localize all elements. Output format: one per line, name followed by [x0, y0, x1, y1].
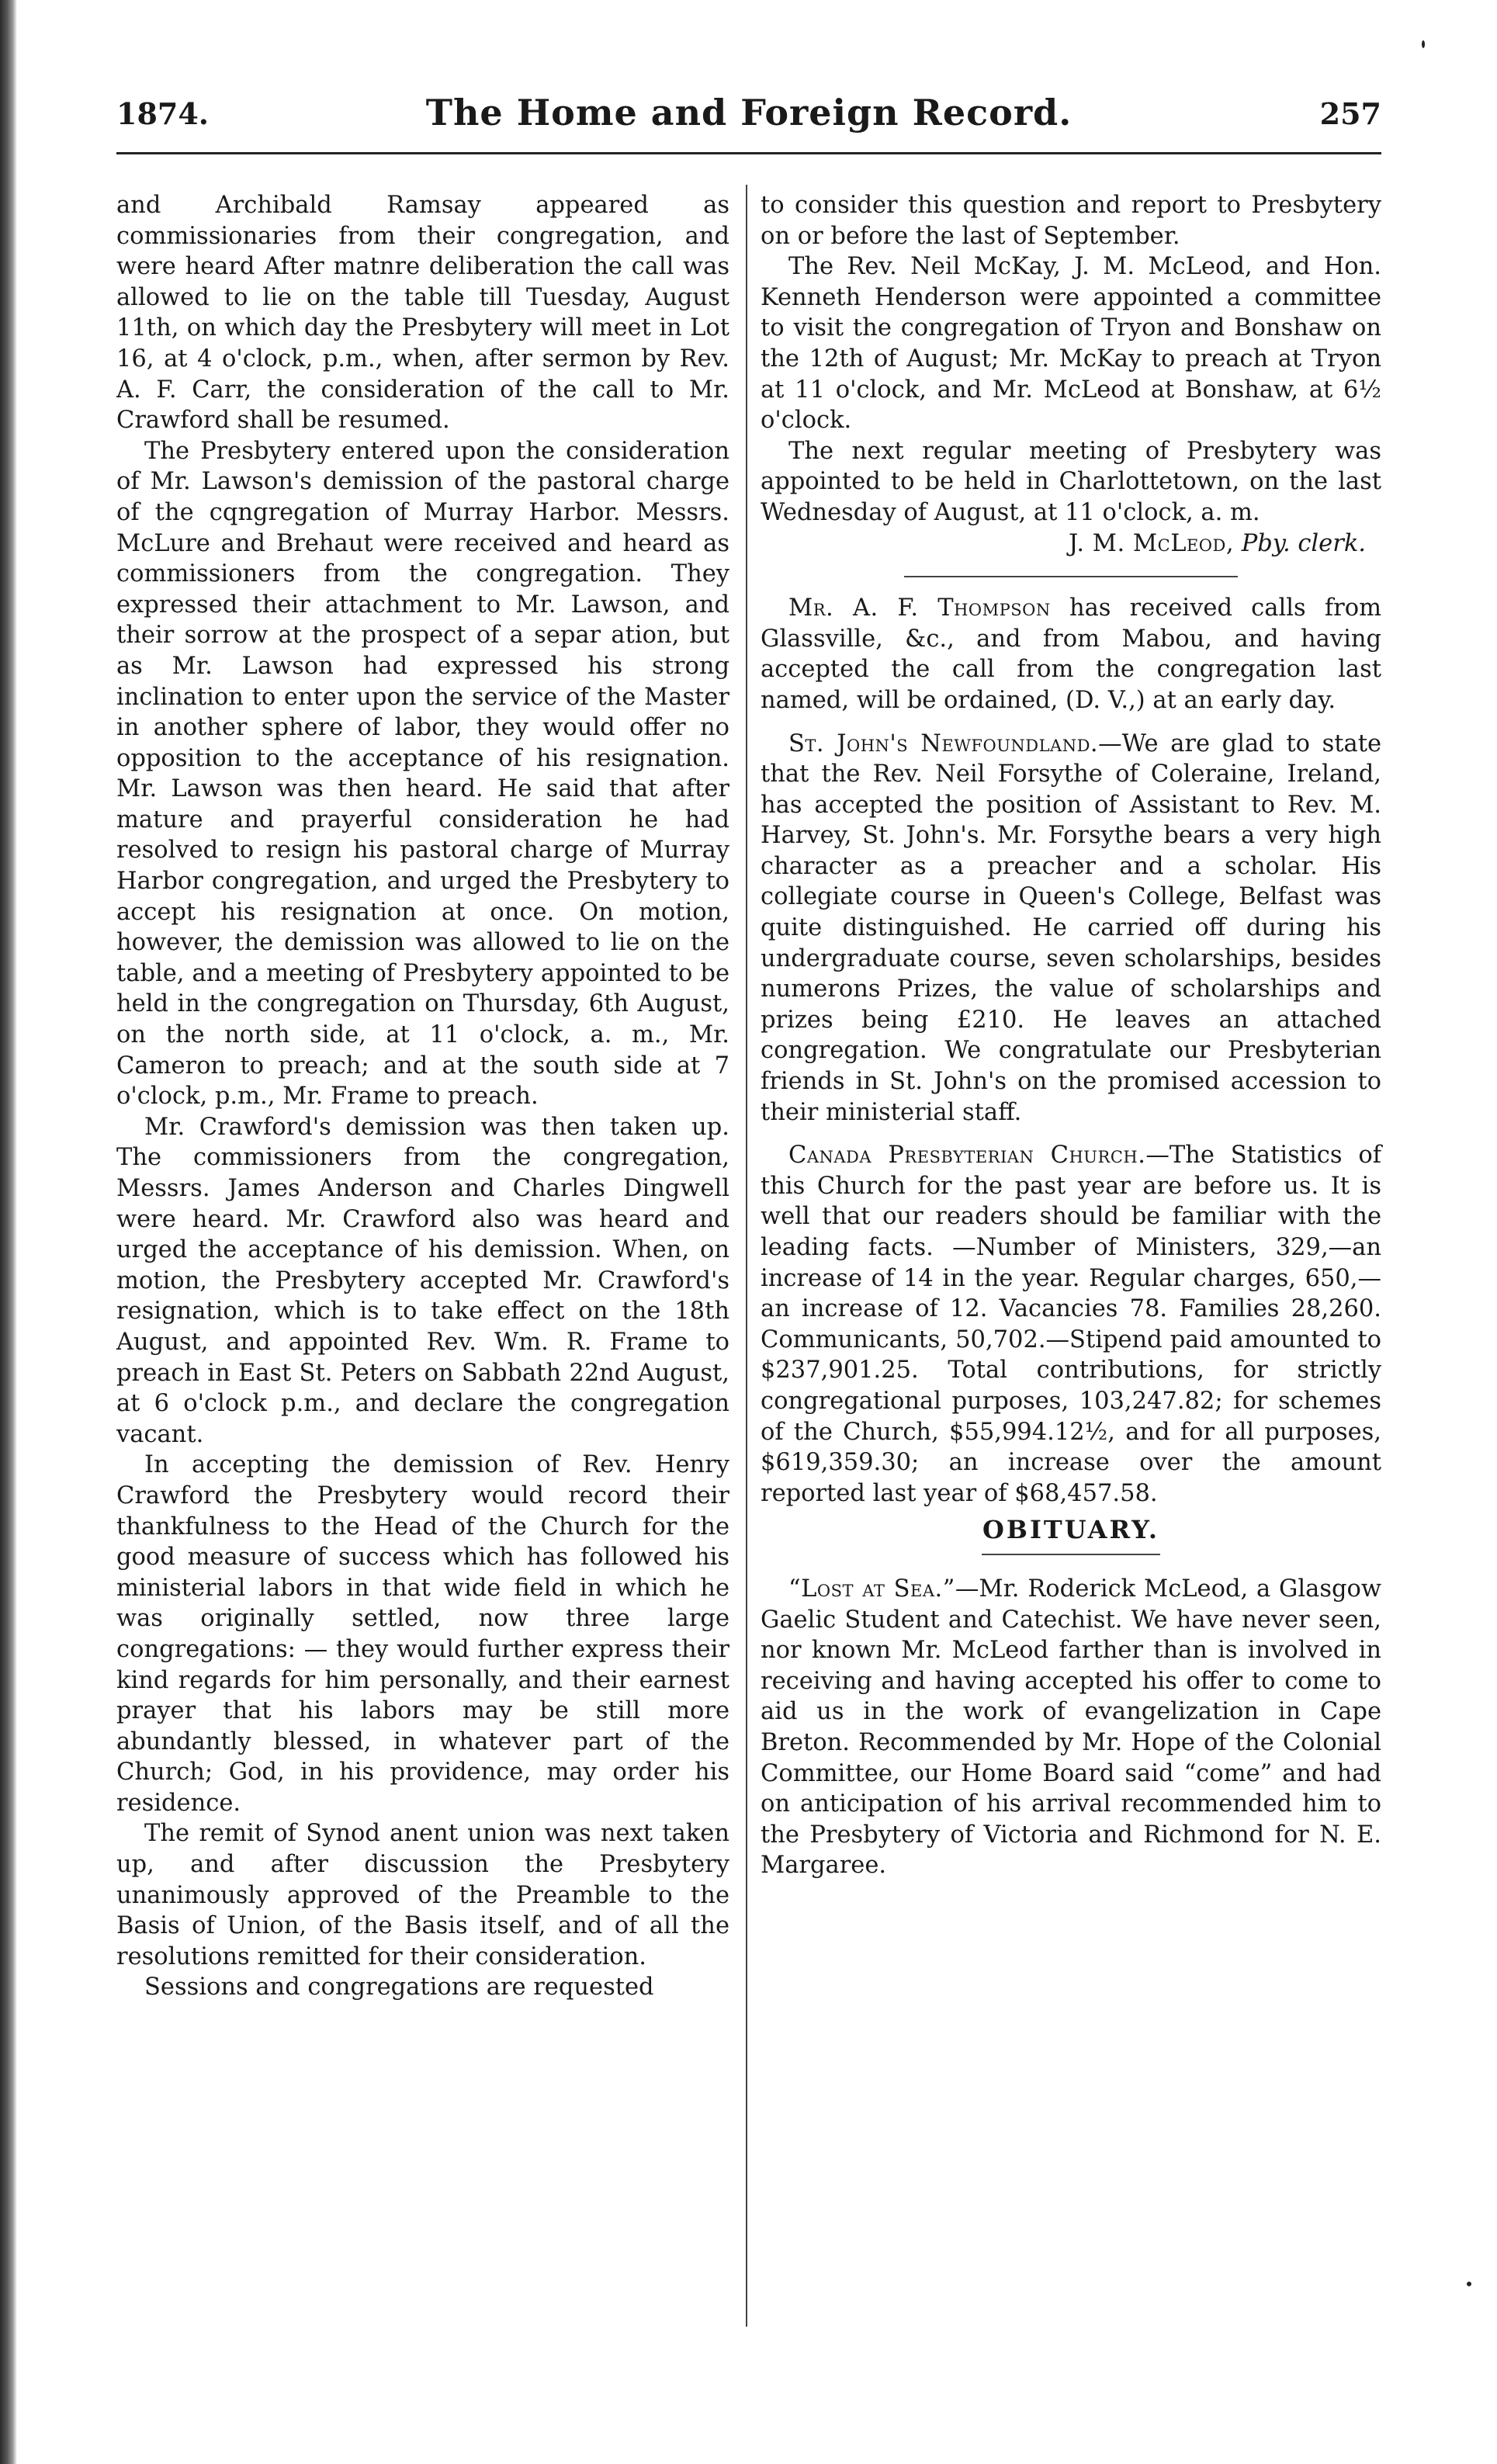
paragraph: Sessions and congregations are requested: [144, 1974, 654, 2001]
column-divider: [746, 185, 747, 2327]
print-speck: [1422, 40, 1425, 48]
paragraph-thompson: [761, 593, 1381, 716]
paragraph-canada-church: [761, 1140, 1381, 1509]
page-binding-edge: [0, 0, 17, 2464]
paragraph-lead: Canada Presbyterian Church.: [788, 1142, 1146, 1170]
header-year: 1874.: [116, 96, 209, 131]
paragraph-body: —We are glad to state that the Rev. Neil Forsythe of Coleraine, Ireland, has accepted the position of Assistant to Rev. M. Harvey, St. John's. Mr. Forsythe bears a very high character as a preacher and a scholar. His collegiate course in Queen's College, Belfast was quite distinguished. He carried off during his undergraduate course, seven scholarships, besides numerons Prizes, the value of scholarships and prizes being £210. He leaves an attached congregation. We congratulate our Presbyterian friends in St. John's on the promised accession to their ministerial staff.: [761, 729, 1381, 1126]
paragraph-obituary: [761, 1574, 1381, 1881]
paragraph-body: has received calls from Glassville, &c., and from Mabou, and having accepted the call from the congregation last named, will be ordained, (D. V.,) at an early day.: [761, 594, 1381, 714]
paragraph: to consider this question and report to Presbytery on or before the last of September.: [761, 192, 1381, 250]
paragraph: The next regular meeting of Presbytery was appointed to be held in Charlottetown, on the last Wednesday of August, at 11 o'clock, a. m.: [761, 437, 1381, 526]
spacer: [761, 1128, 1381, 1140]
paragraph: Mr. Crawford's demission was then taken up. The commissioners from the congregation, Messrs. James Anderson and Charles Dingwell were heard. Mr. Crawford also was heard and urged the acceptance of his demission. When, on motion, the Presbytery accepted Mr. Crawford's resignation, which is to take effect on the 18th August, and appointed Rev. Wm. R. Frame to preach in East St. Peters on Sabbath 22nd August, at 6 o'clock p.m., and declare the congregation vacant.: [116, 1113, 729, 1448]
paragraph-body: —Mr. Roderick McLeod, a Glasgow Gaelic Student and Catechist. We have never seen, nor known Mr. McLeod farther than is involved in receiving and having accepted his offer to come to aid us in the work of evangelization in Cape Breton. Recommended by Mr. Hope of the Colonial Committee, our Home Board said “come” and had on anticipation of his arrival recommended him to the Presbytery of Victoria and Richmond for N. E. Margaree.: [761, 1575, 1381, 1880]
paragraph: In accepting the demission of Rev. Henry Crawford the Presbytery would record their thankfulness to the Head of the Church for the good measure of success which has followed his ministerial labors in that wide field in which he was originally settled, now three large congregations: — they would further express their kind regards for him personally, and their earnest prayer that his labors may be still more abundantly blessed, in whatever part of the Church; God, in his providence, may order his residence.: [116, 1451, 729, 1817]
obituary-rule: [982, 1554, 1160, 1555]
obituary-heading: OBITUARY.: [982, 1515, 1159, 1545]
header-rule: [116, 152, 1381, 154]
section-divider: [904, 576, 1238, 577]
paragraph: The Rev. Neil McKay, J. M. McLeod, and Hon. Kenneth Henderson were appointed a committee to visit the congregation of Tryon and Bonshaw on the 12th of August; Mr. McKay to preach at Tryon at 11 o'clock, and Mr. McLeod at Bonshaw, at 6½ o'clock.: [761, 253, 1381, 435]
paragraph: The Presbytery entered upon the consideration of Mr. Lawson's demission of the pastoral charge of the cqngregation of Murray Harbor. Messrs. McLure and Brehaut were received and heard as commissioners from the congregation. They expressed their attachment to Mr. Lawson, and their sorrow at the prospect of a separ ation, but as Mr. Lawson had expressed his strong inclination to enter upon the service of the Master in another sphere of labor, they would offer no opposition to the acceptance of his resignation. Mr. Lawson was then heard. He said that after mature and prayerful consideration he had resolved to resign his pastoral charge of Murray Harbor congregation, and urged the Presbytery to accept his resignation at once. On motion, however, the demission was allowed to lie on the table, and a meeting of Presbytery appointed to be held in the congregation on Thursday, 6th August, on the north side, at 11 o'clock, a. m., Mr. Cameron to preach; and at the south side at 7 o'clock, p.m., Mr. Frame to preach.: [116, 437, 729, 1111]
paragraph-lead: “Lost at Sea.”: [788, 1575, 955, 1603]
header-title: The Home and Foreign Record.: [425, 92, 1073, 133]
clerk-signature: [761, 528, 1381, 560]
paragraph-lead: St. John's Newfoundland.: [788, 729, 1099, 757]
paragraph-body: —The Statistics of this Church for the past year are before us. It is well that our readers should be familiar with the leading facts. —Number of Ministers, 329,—an increase of 14 in the year. Regular charges, 650,— an increase of 12. Vacancies 78. Families 28,260. Communicants, 50,702.—Stipend paid amounted to $237,901.25. Total contributions, for strictly congregational purposes, 103,247.82; for schemes of the Church, $55,994.12½, and for all purposes, $619,359.30; an increase over the amount reported last year of $68,457.58.: [761, 1142, 1381, 1507]
signature-name: J. M. McLeod,: [1069, 529, 1235, 557]
left-column: [116, 190, 729, 2003]
signature-title: Pby. clerk.: [1241, 529, 1366, 557]
paragraph: and Archibald Ramsay appeared as commissionaries from their congregation, and were heard After matnre deliberation the call was allowed to lie on the table till Tuesday, August 11th, on which day the Presbytery will meet in Lot 16, at 4 o'clock, p.m., when, after sermon by Rev. A. F. Carr, the consideration of the call to Mr. Crawford shall be resumed.: [116, 192, 729, 435]
print-speck: [1467, 2282, 1471, 2286]
paragraph: The remit of Synod anent union was next taken up, and after discussion the Presbytery unanimously approved of the Preamble to the Basis of Union, of the Basis itself, and of all the resolutions remitted for their consideration.: [116, 1820, 729, 1970]
paragraph-newfoundland: [761, 729, 1381, 1128]
right-column: [761, 190, 1381, 1881]
page-number: 257: [1319, 96, 1381, 131]
paragraph-lead: Mr. A. F. Thompson: [788, 594, 1051, 622]
spacer: [761, 716, 1381, 729]
running-header: [116, 92, 1381, 146]
